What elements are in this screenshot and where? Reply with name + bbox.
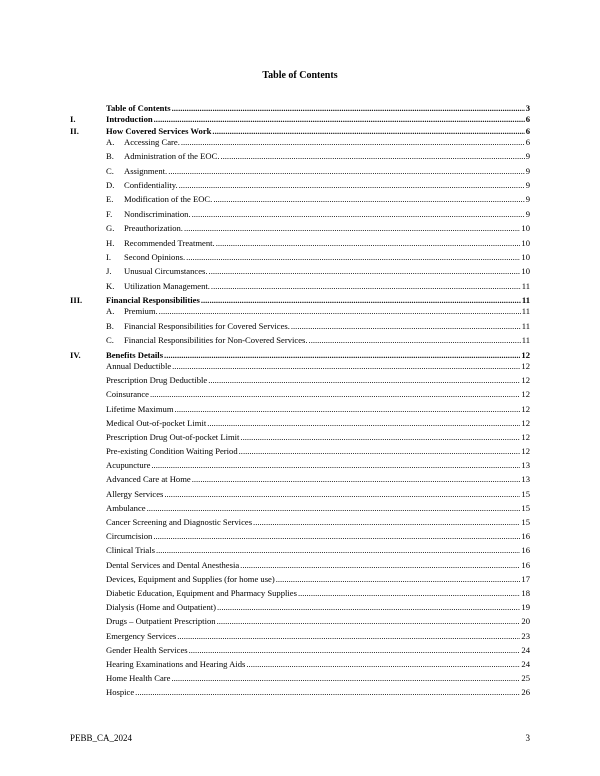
- toc-entry-number: I.: [70, 114, 76, 125]
- toc-dot-leader: [189, 645, 521, 655]
- toc-entry-page: 13: [521, 460, 530, 471]
- toc-entry-label: Second Opinions.: [124, 252, 186, 263]
- toc-entry-label: Financial Responsibilities: [106, 295, 200, 306]
- toc-entry[interactable]: [70, 137, 530, 151]
- toc-entry-page: 15: [521, 517, 530, 528]
- toc-dot-leader: [240, 432, 520, 442]
- toc-dot-leader: [253, 517, 520, 527]
- toc-entry-label: Annual Deductible: [106, 360, 172, 371]
- toc-entry-page: 15: [521, 502, 530, 513]
- toc-entry[interactable]: [70, 306, 530, 320]
- toc-entry-page: 9: [525, 180, 530, 191]
- toc-dot-leader: [201, 295, 521, 305]
- toc-dot-leader: [181, 137, 525, 147]
- toc-entry-label: Utilization Management.: [124, 280, 210, 291]
- toc-dot-leader: [192, 474, 521, 484]
- toc-dot-leader: [184, 223, 520, 233]
- toc-dot-leader: [168, 166, 524, 176]
- toc-entry-page: 17: [521, 573, 530, 584]
- toc-dot-leader: [156, 545, 520, 555]
- toc-dot-leader: [164, 350, 520, 360]
- toc-dot-leader: [171, 673, 520, 683]
- toc-entry-number: B.: [106, 151, 114, 162]
- toc-entry-label: Ambulance: [106, 502, 146, 513]
- toc-entry-page: 12: [521, 375, 530, 386]
- toc-dot-leader: [217, 616, 521, 626]
- toc-entry-page: 10: [521, 266, 530, 277]
- toc-dot-leader: [172, 361, 520, 371]
- toc-entry-page: 3: [525, 103, 530, 113]
- toc-entry-number: J.: [106, 266, 112, 277]
- toc-entry-label: Prescription Drug Out-of-pocket Limit: [106, 431, 240, 442]
- toc-dot-leader: [276, 574, 521, 584]
- toc-entry[interactable]: [70, 252, 530, 266]
- toc-entry-label: Emergency Services: [106, 630, 177, 641]
- toc-entry[interactable]: [70, 602, 530, 616]
- toc-entry-page: 12: [521, 446, 530, 457]
- toc-entry[interactable]: [70, 266, 530, 280]
- toc-entry[interactable]: [70, 238, 530, 252]
- toc-entry-page: 10: [521, 252, 530, 263]
- toc-dot-leader: [186, 252, 520, 262]
- toc-dot-leader: [135, 687, 520, 697]
- toc-entry-label: Confidentiality.: [124, 180, 178, 191]
- toc-entry-page: 15: [521, 488, 530, 499]
- toc-entry[interactable]: [70, 645, 530, 659]
- toc-entry-page: 9: [525, 208, 530, 219]
- toc-entry-page: 6: [525, 136, 530, 147]
- toc-entry-label: Clinical Trials: [106, 545, 155, 556]
- toc-entry[interactable]: [70, 281, 530, 295]
- toc-entry-page: 10: [521, 237, 530, 248]
- toc-entry[interactable]: [70, 151, 530, 165]
- toc-entry-number: I.: [106, 252, 112, 263]
- toc-entry-label: Table of Contents: [106, 103, 171, 113]
- toc-entry-page: 13: [521, 474, 530, 485]
- toc-entry-number: A.: [106, 306, 115, 317]
- toc-entry[interactable]: [70, 588, 530, 602]
- toc-entry-label: Dental Services and Dental Anesthesia: [106, 559, 240, 570]
- toc-dot-leader: [209, 266, 521, 276]
- toc-entry-label: Allergy Services: [106, 488, 164, 499]
- toc-entry-label: Premium.: [124, 306, 158, 317]
- toc-entry-label: Hospice: [106, 687, 135, 698]
- toc-entry-label: Financial Responsibilities for Covered Services.: [124, 320, 290, 331]
- toc-entry[interactable]: [70, 114, 530, 125]
- toc-entry-number: K.: [106, 280, 115, 291]
- toc-entry-page: 11: [521, 306, 530, 317]
- toc-entry-label: Pre-existing Condition Waiting Period: [106, 446, 238, 457]
- toc-entry[interactable]: [70, 335, 530, 349]
- toc-dot-leader: [217, 602, 520, 612]
- toc-dot-leader: [212, 126, 524, 136]
- toc-entry-label: Dialysis (Home and Outpatient): [106, 602, 217, 613]
- toc-entry-page: 11: [521, 335, 530, 346]
- toc-entry-label: Preauthorization.: [124, 223, 183, 234]
- toc-dot-leader: [154, 114, 525, 124]
- toc-entry-label: Administration of the EOC.: [124, 151, 220, 162]
- toc-dot-leader: [213, 194, 524, 204]
- toc-entry-page: 16: [521, 559, 530, 570]
- toc-entry-page: 11: [521, 295, 530, 306]
- toc-entry-label: Drugs – Outpatient Prescription: [106, 616, 216, 627]
- toc-entry[interactable]: [70, 631, 530, 645]
- toc-dot-leader: [153, 531, 520, 541]
- toc-dot-leader: [177, 631, 520, 641]
- toc-entry-label: Unusual Circumstances.: [124, 266, 208, 277]
- toc-entry-page: 6: [525, 114, 530, 125]
- toc-entry-page: 12: [521, 403, 530, 414]
- toc-entry-label: Acupuncture: [106, 460, 151, 471]
- toc-entry-page: 9: [525, 151, 530, 162]
- footer-document-id: PEBB_CA_2024: [70, 733, 133, 743]
- toc-entry-number: III.: [70, 295, 83, 306]
- toc-dot-leader: [175, 404, 521, 414]
- toc-entry-label: Lifetime Maximum: [106, 403, 174, 414]
- toc-entry[interactable]: [70, 687, 530, 701]
- toc-dot-leader: [216, 238, 521, 248]
- toc-entry-label: Hearing Examinations and Hearing Aids: [106, 658, 246, 669]
- toc-entry-number: A.: [106, 136, 115, 147]
- toc-entry-number: E.: [106, 194, 114, 205]
- toc-entry[interactable]: [70, 517, 530, 531]
- toc-entry-page: 11: [521, 280, 530, 291]
- toc-entry-label: Diabetic Education, Equipment and Pharmacy Supplies: [106, 587, 297, 598]
- toc-dot-leader: [220, 151, 524, 161]
- toc-entry-label: How Covered Services Work: [106, 125, 212, 136]
- toc-entry-label: Prescription Drug Deductible: [106, 375, 208, 386]
- toc-entry[interactable]: [70, 166, 530, 180]
- toc-entry[interactable]: [70, 659, 530, 673]
- toc-entry-label: Assignment.: [124, 165, 168, 176]
- page-title: Table of Contents: [262, 70, 338, 81]
- toc-entry[interactable]: [70, 531, 530, 545]
- toc-entry[interactable]: [70, 209, 530, 223]
- toc-entry-number: B.: [106, 320, 114, 331]
- toc-dot-leader: [164, 489, 520, 499]
- toc-dot-leader: [240, 560, 520, 570]
- toc-entry-label: Financial Responsibilities for Non-Covered Services.: [124, 335, 308, 346]
- toc-entry-label: Recommended Treatment.: [124, 237, 215, 248]
- toc-entry[interactable]: [70, 321, 530, 335]
- table-of-contents: [70, 103, 530, 701]
- toc-entry[interactable]: [70, 361, 530, 375]
- toc-entry-page: 24: [521, 658, 530, 669]
- toc-entry-page: 25: [521, 673, 530, 684]
- toc-dot-leader: [309, 335, 521, 345]
- toc-entry[interactable]: [70, 545, 530, 559]
- toc-entry[interactable]: [70, 446, 530, 460]
- toc-entry-label: Modification of the EOC.: [124, 194, 213, 205]
- toc-entry-label: Advanced Care at Home: [106, 474, 191, 485]
- toc-entry[interactable]: [70, 404, 530, 418]
- toc-dot-leader: [151, 460, 520, 470]
- toc-entry-page: 16: [521, 545, 530, 556]
- toc-entry[interactable]: [70, 474, 530, 488]
- toc-dot-leader: [172, 103, 525, 113]
- toc-dot-leader: [239, 446, 521, 456]
- toc-entry-page: 18: [521, 587, 530, 598]
- toc-entry[interactable]: [70, 180, 530, 194]
- toc-dot-leader: [150, 389, 520, 399]
- toc-entry-page: 9: [525, 194, 530, 205]
- toc-entry-page: 12: [521, 431, 530, 442]
- toc-dot-leader: [211, 281, 521, 291]
- toc-dot-leader: [159, 306, 521, 316]
- toc-entry[interactable]: [70, 389, 530, 403]
- toc-entry-page: 12: [521, 360, 530, 371]
- toc-dot-leader: [246, 659, 520, 669]
- toc-entry-label: Home Health Care: [106, 673, 171, 684]
- toc-dot-leader: [298, 588, 520, 598]
- toc-entry-number: D.: [106, 180, 115, 191]
- toc-entry-page: 11: [521, 320, 530, 331]
- toc-entry[interactable]: [70, 616, 530, 630]
- toc-entry[interactable]: [70, 375, 530, 389]
- toc-entry[interactable]: [70, 574, 530, 588]
- toc-entry-label: Nondiscrimination.: [124, 208, 191, 219]
- toc-entry[interactable]: [70, 673, 530, 687]
- toc-entry-page: 19: [521, 602, 530, 613]
- toc-entry-page: 10: [521, 223, 530, 234]
- toc-entry-page: 24: [521, 644, 530, 655]
- toc-entry[interactable]: [70, 503, 530, 517]
- toc-entry-number: H.: [106, 237, 115, 248]
- toc-entry-number: C.: [106, 165, 114, 176]
- toc-entry-label: Benefits Details: [106, 349, 164, 360]
- toc-entry-page: 12: [521, 417, 530, 428]
- toc-entry[interactable]: [70, 103, 530, 114]
- toc-entry-page: 26: [521, 687, 530, 698]
- toc-entry-number: G.: [106, 223, 115, 234]
- page-footer: [70, 733, 530, 743]
- toc-entry-number: II.: [70, 125, 79, 136]
- toc-dot-leader: [192, 209, 525, 219]
- toc-dot-leader: [208, 375, 520, 385]
- toc-entry-label: Accessing Care.: [124, 136, 180, 147]
- toc-entry[interactable]: [70, 194, 530, 208]
- toc-entry-number: IV.: [70, 349, 81, 360]
- toc-dot-leader: [147, 503, 521, 513]
- toc-entry[interactable]: [70, 489, 530, 503]
- toc-entry-page: 16: [521, 531, 530, 542]
- toc-entry[interactable]: [70, 295, 530, 306]
- toc-entry-page: 12: [521, 389, 530, 400]
- toc-entry-label: Introduction: [106, 114, 153, 125]
- footer-page-number: 3: [525, 733, 530, 743]
- toc-dot-leader: [179, 180, 525, 190]
- toc-dot-leader: [291, 321, 521, 331]
- toc-entry[interactable]: [70, 418, 530, 432]
- toc-entry-number: C.: [106, 335, 114, 346]
- toc-entry-page: 20: [521, 616, 530, 627]
- toc-entry-number: F.: [106, 208, 113, 219]
- toc-entry[interactable]: [70, 560, 530, 574]
- toc-entry-page: 12: [521, 349, 530, 360]
- toc-entry-label: Medical Out-of-pocket Limit: [106, 417, 207, 428]
- toc-entry-page: 6: [525, 125, 530, 136]
- toc-entry[interactable]: [70, 223, 530, 237]
- toc-entry-label: Coinsurance: [106, 389, 149, 400]
- toc-entry[interactable]: [70, 126, 530, 137]
- toc-entry-page: 23: [521, 630, 530, 641]
- toc-entry-label: Gender Health Services: [106, 644, 188, 655]
- toc-entry-page: 9: [525, 165, 530, 176]
- toc-dot-leader: [207, 418, 520, 428]
- toc-entry-label: Circumcision: [106, 531, 153, 542]
- toc-entry[interactable]: [70, 432, 530, 446]
- toc-entry-label: Devices, Equipment and Supplies (for home use): [106, 573, 275, 584]
- toc-entry[interactable]: [70, 350, 530, 361]
- toc-entry-label: Cancer Screening and Diagnostic Services: [106, 517, 253, 528]
- toc-entry[interactable]: [70, 460, 530, 474]
